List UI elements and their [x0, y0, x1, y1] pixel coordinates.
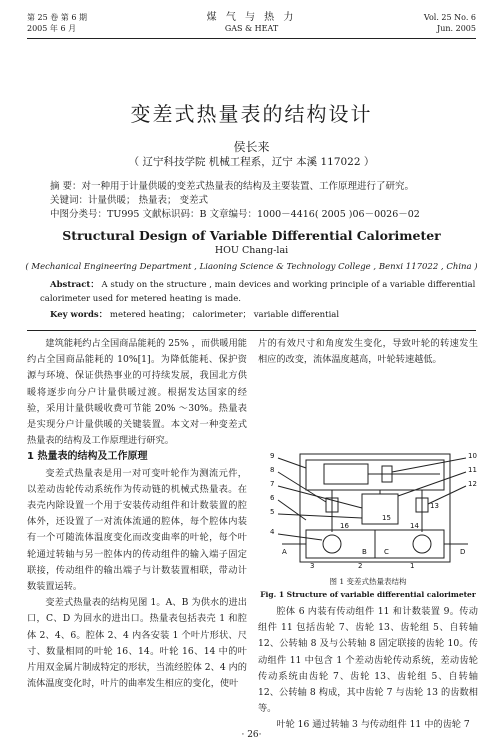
figure-description-paragraph: 变差式热量表的结构见图 1。A、B 为供水的进出口，C、D 为回水的进出口。热量表包括表壳 1 和腔体 2、4、6。腔体 2、4 内各安装 1 个叶片形状、尺寸、数量相同的叶轮 16、14。叶轮 16、14 中的叶片用双金属片制成特定的形状，当流经腔体 2、4 内的流体温度变化时，叶片的曲率发生相应的变化，使叶 — [27, 597, 247, 690]
label-10: 10 — [468, 452, 477, 460]
issue-date-en: Jun. 2005 — [437, 24, 476, 33]
volume-issue-en: Vol. 25 No. 6 — [423, 13, 476, 22]
english-abstract-label: Abstract： — [50, 280, 99, 290]
impeller-16 — [323, 535, 341, 553]
abstract-rule — [27, 330, 476, 331]
label-d: D — [460, 548, 466, 556]
structure-paragraph: 变差式热量表是用一对可变叶轮作为测流元件，以差动齿轮传动系统作为传动链的机械式热量表。在表壳内除设置一个用于安装传动组件和计数装置的腔体外，还设置了一对流体流通的腔体，每个腔体内装有一个可随流体温度变化而改变曲率的叶轮，每个叶轮通过转轴与另一腔体内的传动组件的输入端子固定联接，传动组件的输出端子与计数装置相联，带动计数装置运转。 — [27, 467, 247, 593]
label-16: 16 — [340, 522, 349, 530]
label-15: 15 — [382, 514, 391, 522]
label-13: 13 — [430, 502, 439, 510]
english-abstract-line2: calorimeter used for metered heating is made. — [40, 294, 241, 304]
figure-caption-cn: 图 1 变差式热量表结构 — [329, 577, 407, 586]
right-column-bottom — [258, 604, 478, 734]
right-column-top — [258, 336, 478, 368]
intro-paragraph: 建筑能耗约占全国商品能耗的 25% ，而供暖用能约占全国商品能耗的 10%[1]。为降低能耗、保护资源与环境、保证供热事业的可持续发展，我国北方供暖将逐步向分户计量供暖过渡。根据发达国家的经验，采用计量供暖收费可节能 20% ～30%。热量表是实现分户计量供暖的关键装置。本文对一种变差式热量表的结构及工作原理进行研究。 — [27, 338, 247, 447]
volume-issue: 第 25 卷 第 6 期 — [27, 13, 87, 22]
keywords-label: 关键词： — [50, 195, 89, 206]
english-abstract — [40, 278, 476, 306]
gear-train — [362, 494, 398, 524]
label-a: A — [282, 548, 287, 556]
english-abstract-line1: A study on the structure , main devices and working principle of a variable differential — [101, 280, 476, 290]
english-affiliation: ( Mechanical Engineering Department , Liaoning Science & Technology College , Benxi 117022 , China ) — [25, 262, 478, 272]
label-6: 6 — [270, 494, 275, 502]
transmission-paragraph: 腔体 6 内装有传动组件 11 和计数装置 9。传动组件 11 包括齿轮 7、齿轮 13、齿轮组 5、自转轴 12、公转轴 8 及与公转轴 8 固定联接的齿轮 10。传动组件 11 中包含 1 个差动齿轮传动系统，差动齿轮传动系统由齿轮 7、齿轮 13、齿轮组 5、自转轴 12、公转轴 8 构成，其中齿轮 7 与齿轮 13 的齿数相等。 — [258, 606, 478, 715]
abstract-text: 对一种用于计量供暖的变差式热量表的结构及主要装置、工作原理进行了研究。 — [81, 181, 415, 192]
issue-date: 2005 年 6 月 — [27, 24, 77, 33]
label-4: 4 — [270, 528, 275, 536]
journal-volume-en — [424, 12, 476, 34]
english-keywords-label: Key words： — [50, 310, 108, 320]
label-12: 12 — [468, 480, 477, 488]
page-number: · 26· — [241, 730, 262, 740]
label-3: 3 — [310, 562, 315, 570]
counting-device — [324, 464, 368, 484]
keywords-text: 计量供暖； 热量表； 变差式 — [88, 195, 209, 206]
label-9: 9 — [270, 452, 275, 460]
journal-name-cn: 煤 气 与 热 力 — [206, 12, 297, 23]
journal-name-en: GAS & HEAT — [224, 24, 279, 33]
classification-line: 中图分类号：TU995 文献标识码：B 文章编号：1000－4416( 2005 )06－0026－02 — [50, 209, 420, 220]
section-heading-1: 1 热量表的结构及工作原理 — [27, 451, 148, 463]
label-7: 7 — [270, 480, 275, 488]
label-11: 11 — [468, 466, 477, 474]
author-affiliation: （ 辽宁科技学院 机械工程系，辽宁 本溪 117022 ） — [128, 156, 375, 168]
impeller-paragraph: 叶轮 16 通过转轴 3 与传动组件 11 中的齿轮 7 — [276, 719, 470, 731]
english-keywords-text: metered heating； calorimeter； variable differential — [109, 310, 340, 320]
label-2: 2 — [358, 562, 363, 570]
calorimeter-structure-figure — [262, 450, 482, 570]
english-keywords — [50, 308, 470, 322]
label-c: C — [384, 548, 389, 556]
english-author: HOU Chang-lai — [214, 245, 289, 256]
header-rule — [27, 38, 476, 39]
left-column — [27, 336, 247, 692]
continued-paragraph: 片的有效尺寸和角度发生变化，导致叶轮的转速发生相应的改变，流体温度越高，叶轮转速越低。 — [258, 338, 478, 366]
abstract-label: 摘 要： — [50, 181, 82, 192]
author-name: 侯长来 — [233, 140, 270, 154]
label-14: 14 — [410, 522, 419, 530]
label-1: 1 — [410, 562, 415, 570]
english-title: Structural Design of Variable Differential Calorimeter — [62, 228, 441, 243]
article-title: 变差式热量表的结构设计 — [130, 102, 373, 126]
label-5: 5 — [270, 508, 275, 516]
figure-caption-en: Fig. 1 Structure of variable differential calorimeter — [260, 590, 476, 599]
impeller-14 — [413, 535, 431, 553]
abstract-cn — [50, 181, 414, 193]
label-b: B — [362, 548, 367, 556]
label-8: 8 — [270, 466, 275, 474]
keywords-cn — [50, 195, 208, 207]
